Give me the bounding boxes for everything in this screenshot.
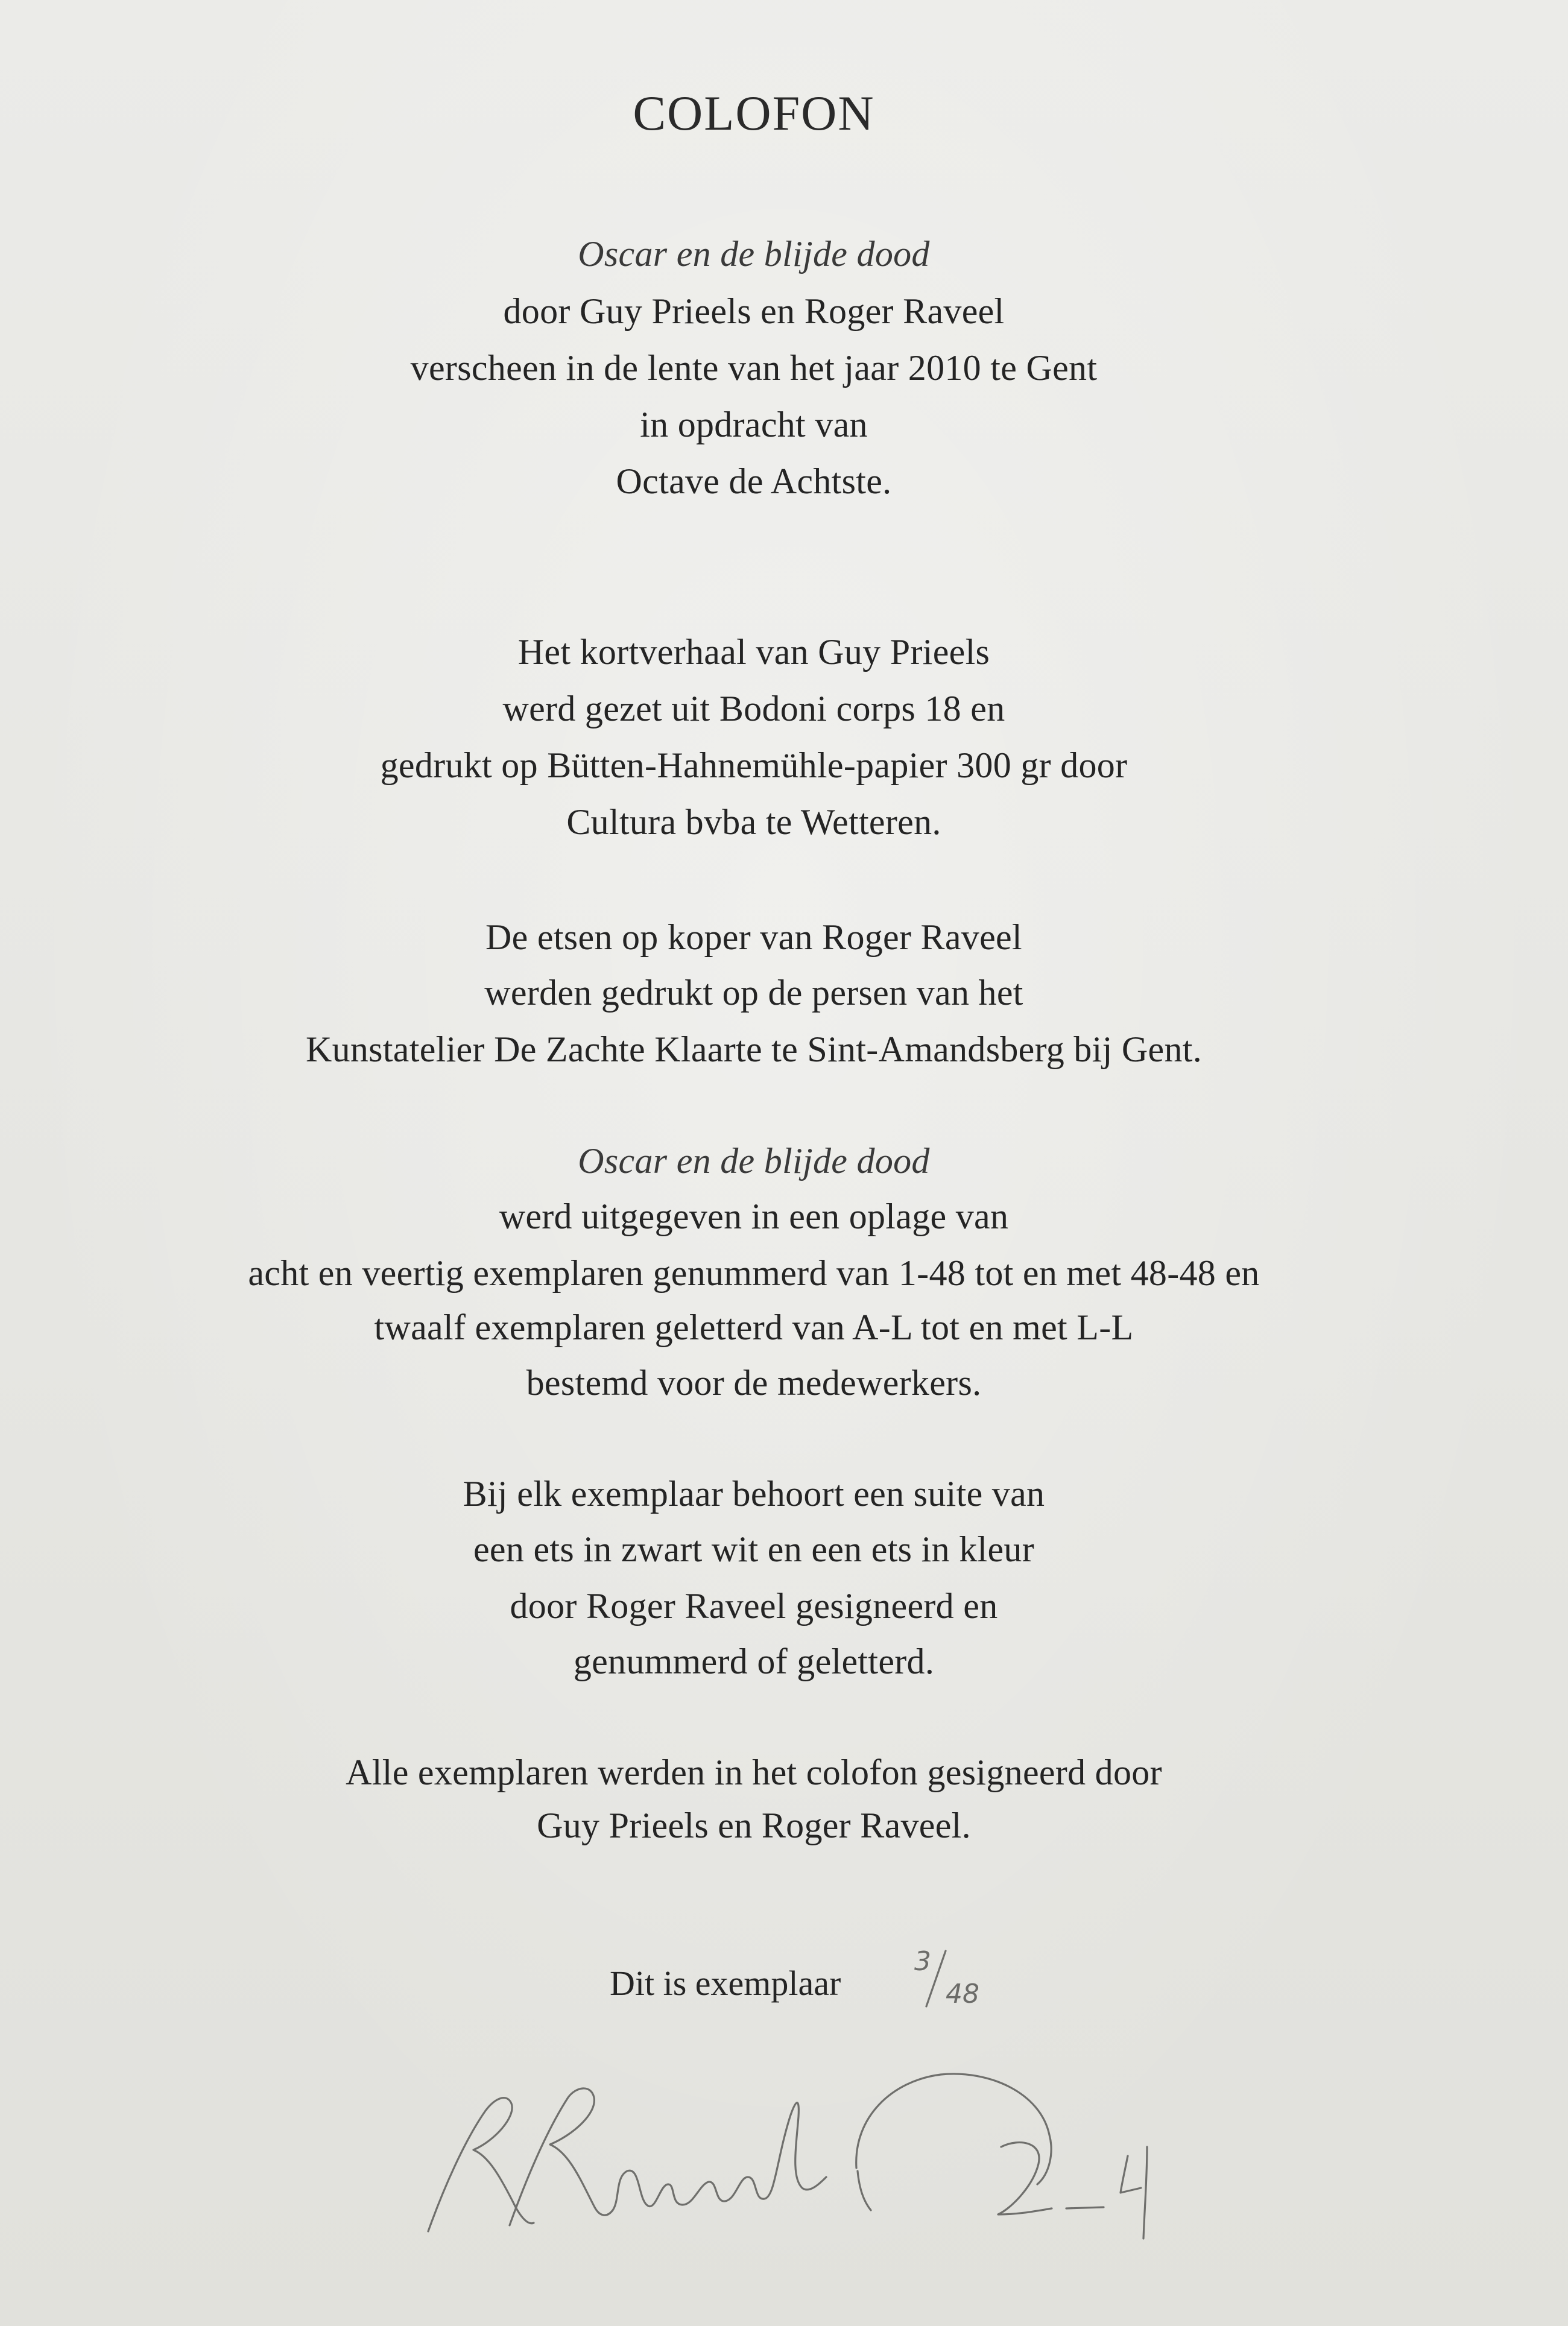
edition-denominator: 48 (946, 1979, 979, 2009)
text-line: Bij elk exemplaar behoort een suite van (463, 1474, 1045, 1514)
text-line: werd gezet uit Bodoni corps 18 en (502, 689, 1005, 728)
text-line: Guy Prieels en Roger Raveel. (537, 1806, 971, 1845)
text-line: genummerd of geletterd. (573, 1642, 935, 1681)
text-line: een ets in zwart wit en een ets in kleur (473, 1529, 1034, 1569)
signature-circle-tail (858, 2171, 871, 2210)
text-line: door Guy Prieels en Roger Raveel (503, 291, 1005, 331)
text-line: door Roger Raveel gesigneerd en (510, 1586, 998, 1626)
text-line: werd uitgegeven in een oplage van (499, 1196, 1009, 1236)
text-line: in opdracht van (640, 405, 868, 444)
exemplaar-label: Dit is exemplaar (610, 1964, 841, 2003)
text-line: gedrukt op Bütten-Hahnemühle-papier 300 gr door (380, 745, 1128, 785)
page-title: COLOFON (633, 86, 875, 141)
signature-letters-aveel (510, 2088, 826, 2225)
text-line: Alle exemplaren werden in het colofon gesigneerd door (346, 1752, 1162, 1792)
text-line: De etsen op koper van Roger Raveel (485, 917, 1022, 957)
text-line: verscheen in de lente van het jaar 2010 te Gent (410, 348, 1098, 388)
text-line: twaalf exemplaren geletterd van A-L tot en met L-L (374, 1307, 1134, 1347)
pencil-signature (410, 2026, 1218, 2255)
text-line: Octave de Achtste. (616, 461, 892, 501)
text-line: Cultura bvba te Wetteren. (566, 802, 941, 842)
signature-date-four-stem (1143, 2147, 1147, 2239)
signature-date-dash (1066, 2207, 1104, 2208)
edition-numerator: 3 (914, 1946, 931, 1977)
book-title-line: Oscar en de blijde dood (578, 1141, 930, 1181)
signature-letter-r1 (428, 2098, 534, 2231)
text-line: acht en veertig exemplaren genummerd van 1-48 tot en met 48-48 en (248, 1253, 1260, 1293)
signature-date-four-left (1121, 2156, 1141, 2193)
text-line: Kunstatelier De Zachte Klaarte te Sint-Amandsberg bij Gent. (305, 1029, 1203, 1069)
text-line: werden gedrukt op de persen van het (484, 973, 1023, 1013)
handwritten-edition-number (911, 1939, 1019, 2011)
book-title-line: Oscar en de blijde dood (578, 234, 930, 274)
text-line: bestemd voor de medewerkers. (526, 1363, 982, 1403)
text-line: Het kortverhaal van Guy Prieels (517, 632, 990, 672)
signature-circle (856, 2074, 1051, 2184)
